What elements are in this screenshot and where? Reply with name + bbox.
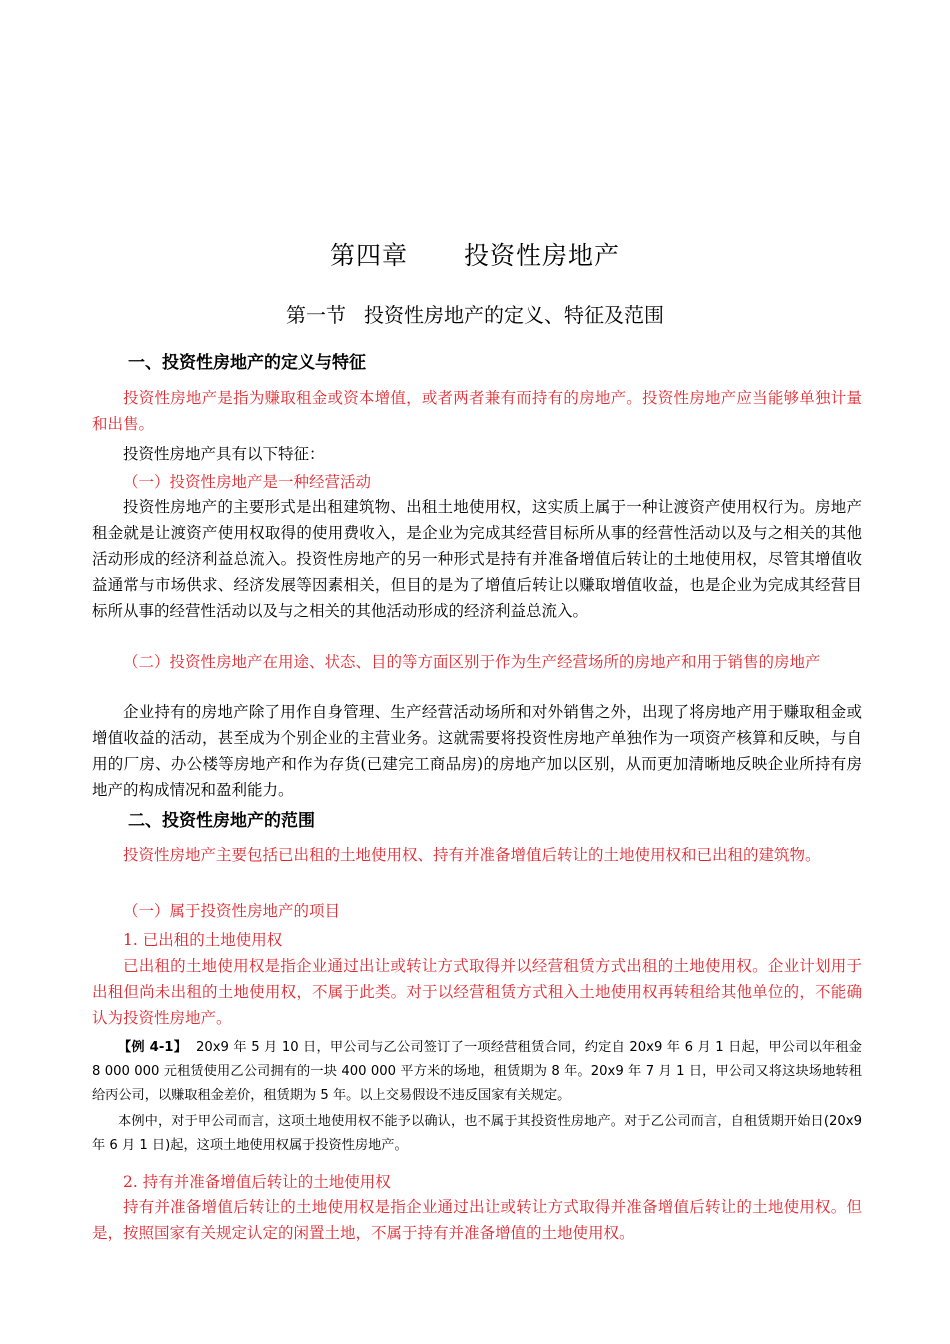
section-title (0, 300, 950, 330)
feature2-body: 企业持有的房地产除了用作自身管理、生产经营活动场所和对外销售之外，出现了将房地产用于赚取租金或增值收益的活动，甚至成为个别企业的主营业务。这就需要将投资性房地产单独作为一项资产核算和反映，与自用的厂房、办公楼等房地产和作为存货(已建完工商品房)的房地产加以区别，从而更加清晰地反映企业所持有房地产的构成情况和盈利能力。 (92, 703, 862, 799)
part1-heading: 一、投资性房地产的定义与特征 (128, 353, 366, 373)
example-paragraph (92, 1036, 862, 1108)
feature2-title: （二）投资性房地产在用途、状态、目的等方面区别于作为生产经营场所的房地产和用于销售的房地产 (123, 653, 821, 671)
item1-title: 1. 已出租的土地使用权 (123, 931, 283, 949)
feature1-title: （一）投资性房地产是一种经营活动 (123, 473, 372, 491)
sub1-title: （一）属于投资性房地产的项目 (123, 902, 341, 920)
item1-body: 已出租的土地使用权是指企业通过出让或转让方式取得并以经营租赁方式出租的土地使用权。企业计划用于出租但尚未出租的土地使用权，不属于此类。对于以经营租赁方式租入土地使用权再转租给其他单位的，不能确认为投资性房地产。 (92, 957, 862, 1027)
section-name: 投资性房地产的定义、特征及范围 (364, 303, 664, 327)
chapter-title (0, 238, 950, 274)
definition-paragraph: 投资性房地产是指为赚取租金或资本增值，或者两者兼有而持有的房地产。投资性房地产应当能够单独计量和出售。 (92, 389, 862, 433)
example-tag: 【例 4-1】 (118, 1040, 188, 1055)
section-number: 第一节 (286, 303, 346, 327)
item2-title: 2. 持有并准备增值后转让的土地使用权 (123, 1173, 391, 1191)
example-body: 20x9 年 5 月 10 日，甲公司与乙公司签订了一项经营租赁合同，约定自 20x9 年 6 月 1 日起，甲公司以年租金 8 000 000 元租赁使用乙公司拥有的一块 400 000 平方米的场地，租赁期为 8 年。20x9 年 7 月 1 日，甲公司又将这块场地转租给丙公司，以赚取租金差价，租赁期为 5 年。以上交易假设不违反国家有关规定。 (92, 1040, 862, 1103)
feature1-body: 投资性房地产的主要形式是出租建筑物、出租土地使用权，这实质上属于一种让渡资产使用权行为。房地产租金就是让渡资产使用权取得的使用费收入，是企业为完成其经营目标所从事的经营性活动以及与之相关的其他活动形成的经济利益总流入。投资性房地产的另一种形式是持有并准备增值后转让的土地使用权，尽管其增值收益通常与市场供求、经济发展等因素相关，但目的是为了增值后转让以赚取增值收益，也是企业为完成其经营目标所从事的经营性活动以及与之相关的其他活动形成的经济利益总流入。 (92, 498, 862, 620)
scope-paragraph: 投资性房地产主要包括已出租的土地使用权、持有并准备增值后转让的土地使用权和已出租的建筑物。 (123, 846, 821, 864)
chapter-name: 投资性房地产 (464, 241, 621, 270)
example-analysis: 本例中，对于甲公司而言，这项土地使用权不能予以确认，也不属于其投资性房地产。对于乙公司而言，自租赁期开始日(20x9 年 6 月 1 日)起，这项土地使用权属于投资性房地产。 (92, 1114, 862, 1153)
part2-heading: 二、投资性房地产的范围 (128, 811, 315, 831)
features-intro: 投资性房地产具有以下特征： (123, 445, 325, 463)
item2-body: 持有并准备增值后转让的土地使用权是指企业通过出让或转让方式取得并准备增值后转让的土地使用权。但是，按照国家有关规定认定的闲置土地，不属于持有并准备增值的土地使用权。 (92, 1198, 862, 1242)
chapter-number: 第四章 (329, 241, 408, 270)
